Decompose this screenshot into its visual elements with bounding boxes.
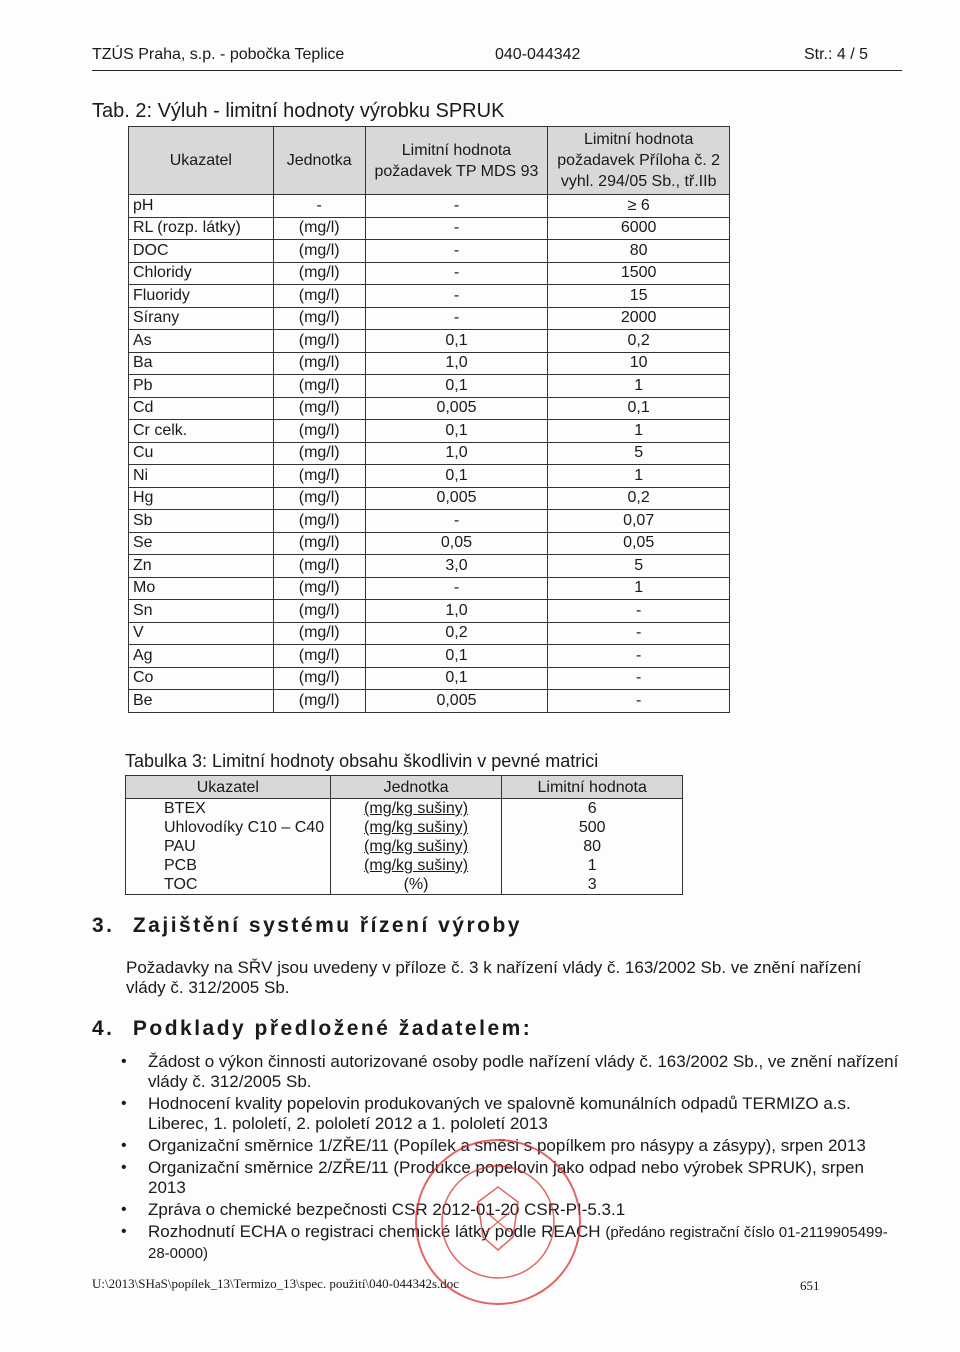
table2-cell: (mg/l) xyxy=(273,600,365,623)
table2-cell: - xyxy=(548,622,730,645)
table2-cell: (mg/l) xyxy=(273,420,365,443)
table3-header: Limitní hodnota xyxy=(502,776,683,799)
table2-cell: Zn xyxy=(129,555,274,578)
table-row xyxy=(129,352,730,375)
table2-header-row xyxy=(129,127,730,195)
table2-cell: Ni xyxy=(129,465,274,488)
table2-header: Jednotka xyxy=(273,127,365,195)
table3-cell: Uhlovodíky C10 – C40 xyxy=(126,818,331,837)
table2-cell: 0,2 xyxy=(548,487,730,510)
table-row xyxy=(129,577,730,600)
table2-cell: 0,005 xyxy=(365,487,548,510)
table2-cell: (mg/l) xyxy=(273,285,365,308)
footer-page-number: 651 xyxy=(800,1278,820,1293)
table2-cell: (mg/l) xyxy=(273,532,365,555)
table2-cell: - xyxy=(365,285,548,308)
table2-cell: (mg/l) xyxy=(273,645,365,668)
table2-cell: - xyxy=(548,667,730,690)
table2-cell: - xyxy=(365,510,548,533)
table2-cell: 2000 xyxy=(548,307,730,330)
section4-number: 4. xyxy=(92,1017,115,1040)
table3-cell: (mg/kg sušiny) xyxy=(330,799,502,819)
table-row xyxy=(129,600,730,623)
table2-cell: 0,2 xyxy=(365,622,548,645)
table2-cell: 0,05 xyxy=(548,532,730,555)
list-item-main: Rozhodnutí ECHA o registraci chemické látky podle REACH xyxy=(148,1222,601,1241)
section3-number: 3. xyxy=(92,914,115,937)
table3-cell: (mg/kg sušiny) xyxy=(330,818,502,837)
table2-cell: (mg/l) xyxy=(273,352,365,375)
table-row xyxy=(129,195,730,218)
section3-text: Požadavky na SŘV jsou uvedeny v příloze č. 3 k nařízení vlády č. 163/2002 Sb. ve znění nařízení vlády č. 312/2005 Sb. xyxy=(126,958,862,997)
table3-cell: 3 xyxy=(502,875,683,895)
table2-cell: (mg/l) xyxy=(273,487,365,510)
table2-cell: RL (rozp. látky) xyxy=(129,217,274,240)
table-row xyxy=(126,799,683,819)
list-item: • Hodnocení kvality popelovin produkovaných ve spalovně komunálních odpadů TERMIZO a.s. Liberec, 1. pololetí, 2. pololetí 2012 a 1. pololetí 2013 xyxy=(148,1094,900,1134)
table-row xyxy=(126,818,683,837)
table2-cell: Co xyxy=(129,667,274,690)
table2-cell: Hg xyxy=(129,487,274,510)
table-row xyxy=(129,555,730,578)
header-doc-number: 040-044342 xyxy=(495,46,581,63)
table2-cell: V xyxy=(129,622,274,645)
list-item: • Zpráva o chemické bezpečnosti CSR 2012-01-20 CSR-PI-5.3.1 xyxy=(148,1200,900,1220)
table3-cell: 1 xyxy=(502,856,683,875)
table2-cell: 1,0 xyxy=(365,442,548,465)
table2-cell: 5 xyxy=(548,442,730,465)
table2-cell: (mg/l) xyxy=(273,442,365,465)
table2-cell: (mg/l) xyxy=(273,375,365,398)
table2-cell: (mg/l) xyxy=(273,577,365,600)
table-row xyxy=(129,690,730,713)
table2-cell: 0,1 xyxy=(365,420,548,443)
table2-cell: - xyxy=(365,217,548,240)
table3-cell: 500 xyxy=(502,818,683,837)
table2-cell: 1 xyxy=(548,375,730,398)
table2-cell: (mg/l) xyxy=(273,622,365,645)
section4-heading xyxy=(92,1017,532,1041)
table-row xyxy=(129,307,730,330)
table2-cell: 1500 xyxy=(548,262,730,285)
header-page: Str.: 4 / 5 xyxy=(803,46,868,63)
table-row xyxy=(129,397,730,420)
table3-cell: (mg/kg sušiny) xyxy=(330,856,502,875)
table-row xyxy=(129,645,730,668)
table2-cell: (mg/l) xyxy=(273,397,365,420)
table-row xyxy=(129,532,730,555)
table3-header: Ukazatel xyxy=(126,776,331,799)
table-row xyxy=(129,285,730,308)
table2-cell: Sb xyxy=(129,510,274,533)
table2-cell: 0,1 xyxy=(365,645,548,668)
table-row xyxy=(129,622,730,645)
table2-cell: 80 xyxy=(548,240,730,263)
table2-cell: 1 xyxy=(548,577,730,600)
table2-cell: Se xyxy=(129,532,274,555)
table-row xyxy=(129,330,730,353)
table3-header-row xyxy=(126,776,683,799)
table2-cell: 3,0 xyxy=(365,555,548,578)
table2-cell: (mg/l) xyxy=(273,667,365,690)
table2-cell: Sírany xyxy=(129,307,274,330)
table3-cell: BTEX xyxy=(126,799,331,819)
header-company: TZÚS Praha, s.p. - pobočka Teplice xyxy=(92,46,345,63)
table2-cell: Mo xyxy=(129,577,274,600)
table2-cell: - xyxy=(548,690,730,713)
table3-cell: PCB xyxy=(126,856,331,875)
table2 xyxy=(128,126,730,713)
table-row xyxy=(129,420,730,443)
table2-cell: Ag xyxy=(129,645,274,668)
table2-cell: 0,1 xyxy=(548,397,730,420)
list-item: • Organizační směrnice 2/ZŘE/11 (Produkce popelovin jako odpad nebo výrobek SPRUK), srpen 2013 xyxy=(148,1158,900,1198)
table2-cell: 0,2 xyxy=(548,330,730,353)
table2-cell: - xyxy=(365,240,548,263)
table2-header: Limitní hodnota požadavek TP MDS 93 xyxy=(365,127,548,195)
table3-cell: (%) xyxy=(330,875,502,895)
table2-cell: 0,005 xyxy=(365,690,548,713)
table2-cell: Pb xyxy=(129,375,274,398)
table-row xyxy=(129,510,730,533)
table-row xyxy=(129,262,730,285)
table-row xyxy=(129,667,730,690)
table2-cell: As xyxy=(129,330,274,353)
table2-cell: ≥ 6 xyxy=(548,195,730,218)
table2-cell: Chloridy xyxy=(129,262,274,285)
table2-cell: 0,005 xyxy=(365,397,548,420)
table2-cell: - xyxy=(365,307,548,330)
table-row xyxy=(129,240,730,263)
table3-title: Tabulka 3: Limitní hodnoty obsahu škodlivin v pevné matrici xyxy=(125,751,599,771)
page-header xyxy=(92,44,902,71)
table3-cell: 80 xyxy=(502,837,683,856)
table2-cell: - xyxy=(365,195,548,218)
official-stamp-icon xyxy=(408,1132,588,1312)
table-row xyxy=(129,375,730,398)
table2-cell: (mg/l) xyxy=(273,555,365,578)
section4-title: Podklady předložené žadatelem: xyxy=(132,1017,533,1040)
table2-cell: (mg/l) xyxy=(273,690,365,713)
table2-cell: 0,1 xyxy=(365,375,548,398)
table2-cell: 5 xyxy=(548,555,730,578)
table-row xyxy=(126,837,683,856)
table2-cell: (mg/l) xyxy=(273,330,365,353)
table2-title: Tab. 2: Výluh - limitní hodnoty výrobku SPRUK xyxy=(92,100,505,122)
table2-cell: 0,05 xyxy=(365,532,548,555)
table2-cell: 10 xyxy=(548,352,730,375)
table2-header: Ukazatel xyxy=(129,127,274,195)
table2-cell: 1 xyxy=(548,420,730,443)
table3-cell: 6 xyxy=(502,799,683,819)
footer-path: U:\2013\SHaS\popílek_13\Termizo_13\spec. použití\040-044342s.doc xyxy=(92,1276,460,1291)
table-row xyxy=(126,875,683,895)
table-row xyxy=(126,856,683,875)
table2-cell: Ba xyxy=(129,352,274,375)
table2-cell: 1,0 xyxy=(365,352,548,375)
table2-cell: Sn xyxy=(129,600,274,623)
table-row xyxy=(129,465,730,488)
table2-cell: - xyxy=(548,600,730,623)
table2-cell: (mg/l) xyxy=(273,510,365,533)
table-row xyxy=(129,487,730,510)
table2-cell: 0,1 xyxy=(365,465,548,488)
table3-cell: PAU xyxy=(126,837,331,856)
table2-cell: Cu xyxy=(129,442,274,465)
table2-cell: (mg/l) xyxy=(273,465,365,488)
section3-title: Zajištění systému řízení výroby xyxy=(132,914,522,937)
list-item: • Žádost o výkon činnosti autorizované osoby podle nařízení vlády č. 163/2002 Sb., ve znění nařízení vlády č. 312/2005 Sb. xyxy=(148,1052,900,1092)
stamp-emblem xyxy=(478,1187,518,1250)
table-row xyxy=(129,442,730,465)
table2-cell: DOC xyxy=(129,240,274,263)
stamp-emblem-lines xyxy=(486,1212,510,1232)
table-row xyxy=(129,217,730,240)
table3 xyxy=(125,775,683,895)
table2-cell: (mg/l) xyxy=(273,217,365,240)
table2-cell: Cr celk. xyxy=(129,420,274,443)
table2-cell: (mg/l) xyxy=(273,240,365,263)
table2-cell: 15 xyxy=(548,285,730,308)
table2-cell: 6000 xyxy=(548,217,730,240)
table3-cell: (mg/kg sušiny) xyxy=(330,837,502,856)
table2-cell: - xyxy=(273,195,365,218)
table2-cell: (mg/l) xyxy=(273,307,365,330)
table2-cell: 0,1 xyxy=(365,330,548,353)
table2-cell: pH xyxy=(129,195,274,218)
table2-cell: - xyxy=(548,645,730,668)
table2-cell: 0,1 xyxy=(365,667,548,690)
list-item-small: (předáno registrační číslo 01-2119905499-28-0000) xyxy=(148,1224,888,1262)
table2-cell: - xyxy=(365,577,548,600)
table2-cell: Cd xyxy=(129,397,274,420)
list-item: • Organizační směrnice 1/ZŘE/11 (Popílek a směsi s popílkem pro násypy a zásypy), srpen 2013 xyxy=(148,1136,900,1156)
section3-heading xyxy=(92,914,522,938)
table2-cell: - xyxy=(365,262,548,285)
table3-header: Jednotka xyxy=(330,776,502,799)
table2-cell: (mg/l) xyxy=(273,262,365,285)
table2-cell: Be xyxy=(129,690,274,713)
table2-header: Limitní hodnota požadavek Příloha č. 2 vyhl. 294/05 Sb., tř.IIb xyxy=(548,127,730,195)
table2-cell: 1,0 xyxy=(365,600,548,623)
table2-cell: 0,07 xyxy=(548,510,730,533)
table2-cell: 1 xyxy=(548,465,730,488)
table2-cell: Fluoridy xyxy=(129,285,274,308)
table3-cell: TOC xyxy=(126,875,331,895)
